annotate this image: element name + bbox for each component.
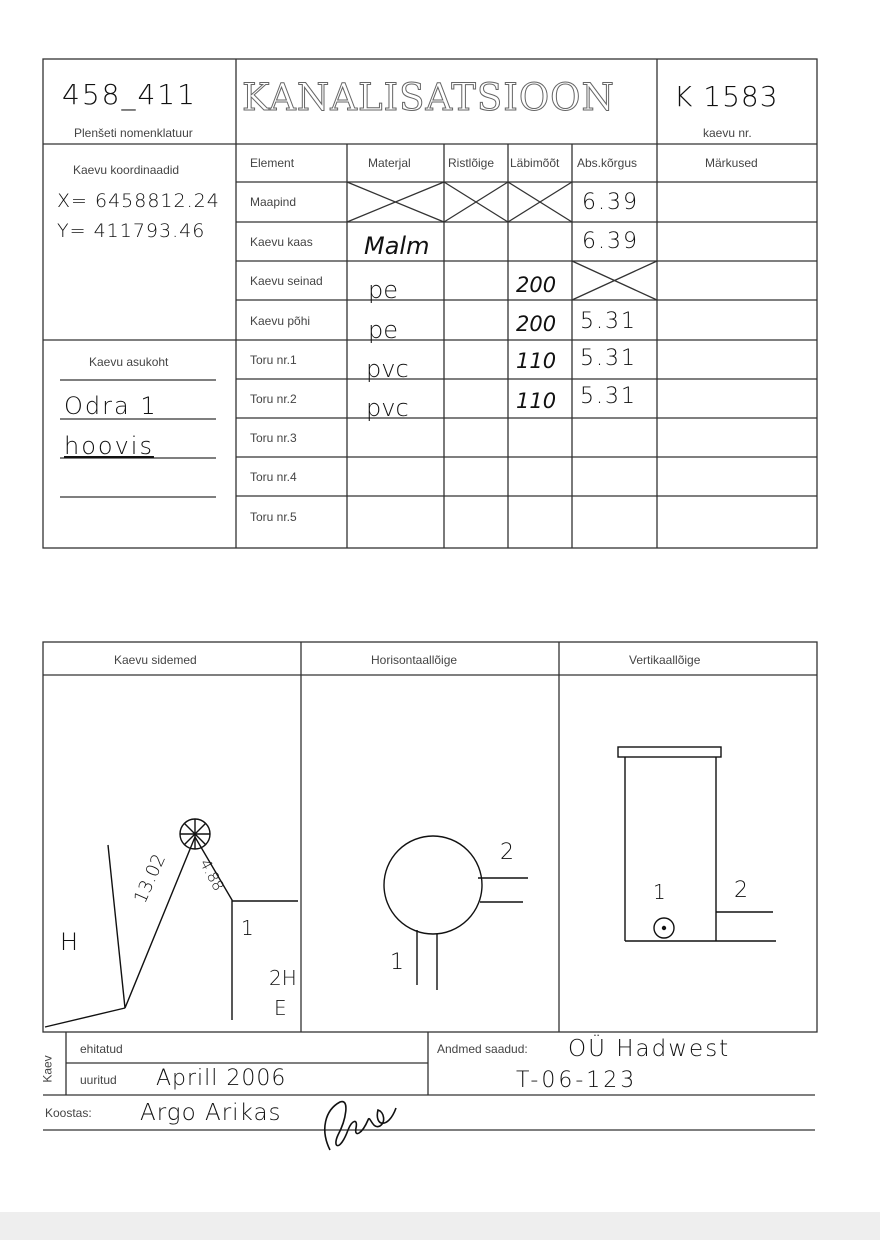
diagram-header-vertical: Vertikaallõige (629, 653, 701, 667)
header-abs-height: Abs.kõrgus (577, 156, 638, 170)
nomenclature-label: Plenšeti nomenklatuur (74, 126, 193, 140)
vertical-pipe-2-label: 2 (734, 878, 748, 903)
page-bottom-edge (0, 1212, 880, 1240)
nomenclature-value: 458_411 (62, 78, 197, 111)
well-number-label: kaevu nr. (703, 126, 752, 140)
connection-distance-1: 13.02 (130, 850, 171, 907)
connection-label-1: 1 (241, 916, 254, 940)
row-diameter: 200 (516, 273, 557, 297)
row-element: Kaevu põhi (250, 314, 311, 328)
surveyed-label: uuritud (80, 1073, 117, 1087)
row-element: Maapind (250, 195, 297, 209)
connection-distance-2: 4.88 (196, 856, 228, 894)
horizontal-pipe-1-label: 1 (390, 950, 404, 975)
row-material: Malm (364, 232, 430, 260)
row-element: Toru nr.3 (250, 431, 297, 445)
connections-sketch (45, 819, 298, 1027)
data-source-value-2: T-06-123 (516, 1068, 638, 1093)
page-title: KANALISATSIOON (242, 76, 615, 119)
row-element: Toru nr.4 (250, 470, 297, 484)
header-diameter: Läbimõõt (510, 156, 560, 170)
row-abs-height: 5.31 (580, 346, 637, 371)
connection-label-2h: 2H (269, 966, 297, 990)
signature-image (300, 1090, 420, 1170)
row-element: Kaevu seinad (250, 274, 323, 288)
diagram-header-connections: Kaevu sidemed (114, 653, 197, 667)
location-line-1: Odra 1 (64, 392, 158, 420)
built-label: ehitatud (80, 1042, 123, 1056)
row-element: Toru nr.1 (250, 353, 297, 367)
row-abs-height: 6.39 (582, 190, 639, 215)
coordinate-x: X= 6458812.24 (57, 190, 220, 212)
location-line-2: hoovis (64, 432, 154, 460)
location-label: Kaevu asukoht (89, 355, 169, 369)
well-number-value: K 1583 (674, 80, 779, 113)
row-material: pvc (366, 394, 409, 422)
row-element: Kaevu kaas (250, 235, 313, 249)
header-material: Materjal (368, 156, 411, 170)
connection-label-e: E (274, 996, 287, 1020)
compiled-value: Argo Arikas (140, 1100, 282, 1126)
row-diameter: 110 (516, 349, 557, 373)
row-element: Toru nr.5 (250, 510, 297, 524)
row-abs-height: 5.31 (580, 384, 637, 409)
row-element: Toru nr.2 (250, 392, 297, 406)
compiled-label: Koostas: (45, 1106, 92, 1120)
surveyed-value: Aprill 2006 (156, 1066, 287, 1091)
row-material: pvc (366, 355, 409, 383)
coordinates-label: Kaevu koordinaadid (73, 163, 180, 177)
header-notes: Märkused (705, 156, 758, 170)
horizontal-pipe-2-label: 2 (500, 840, 514, 865)
row-material: pe (368, 316, 398, 344)
data-source-value-1: OÜ Hadwest (568, 1036, 731, 1062)
footer-side-label: Kaev (40, 1055, 55, 1083)
row-diameter: 110 (516, 389, 557, 413)
header-section: Ristlõige (448, 156, 495, 170)
row-material: pe (368, 276, 398, 304)
row-abs-height: 6.39 (582, 229, 639, 254)
vertical-pipe-1-label: 1 (653, 880, 666, 904)
connection-label-h: H (60, 928, 79, 956)
header-element: Element (250, 156, 295, 170)
row-diameter: 200 (516, 312, 557, 336)
row-abs-height: 5.31 (580, 309, 637, 334)
coordinate-y: Y= 411793.46 (57, 220, 206, 242)
data-source-label: Andmed saadud: (437, 1042, 528, 1056)
diagram-header-horizontal: Horisontaallõige (371, 653, 458, 667)
vertical-section-sketch (618, 747, 776, 941)
